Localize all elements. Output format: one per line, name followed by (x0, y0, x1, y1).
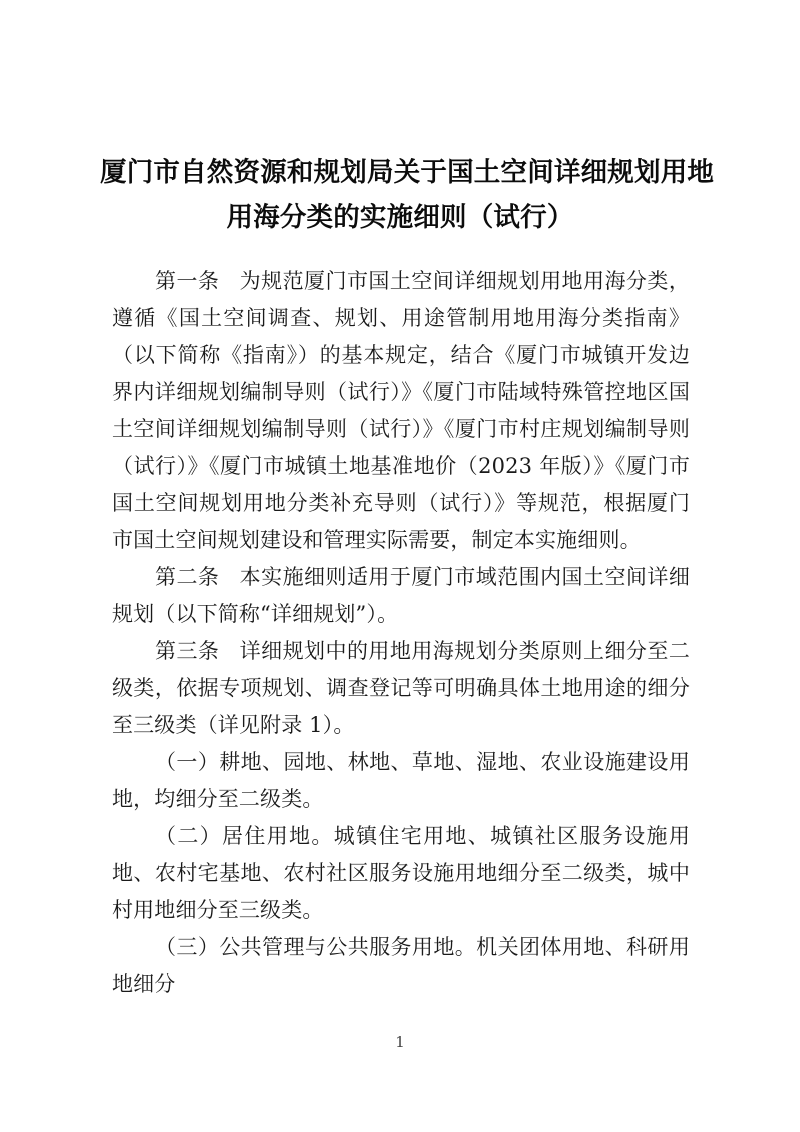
paragraph-item-2: （二）居住用地。城镇住宅用地、城镇社区服务设施用地、农村宅基地、农村社区服务设施用地细分至二级类，城中村用地细分至三级类。 (112, 824, 690, 922)
page-title (100, 150, 715, 240)
article-text-2: 本实施细则适用于厦门市域范围内国土空间详细规划（以下简称“详细规划”）。 (112, 565, 690, 626)
document-body (112, 263, 690, 1003)
article-text-3: 详细规划中的用地用海规划分类原则上细分至二级类，依据专项规划、调查登记等可明确具体土地用途的细分至三级类（详见附录 1）。 (112, 639, 690, 737)
paragraph-item-1: （一）耕地、园地、林地、草地、湿地、农业设施建设用地，均细分至二级类。 (112, 750, 690, 811)
title-line-2: 用海分类的实施细则（试行） (226, 201, 574, 233)
article-text-1: 为规范厦门市国土空间详细规划用地用海分类，遵循《国土空间调查、规划、用途管制用地用海分类指南》（以下简称《指南》）的基本规定，结合《厦门市城镇开发边界内详细规划编制导则（试行）》《厦门市陆域特殊管控地区国土空间详细规划编制导则（试行）》《厦门市村庄规划编制导则（试行）》《厦门市城镇土地基准地价（2023 年版）》《厦门市国土空间规划用地分类补充导则（试行）》等规范，根据厦门市国土空间规划建设和管理实际需要，制定本实施细则。 (112, 269, 690, 552)
article-marker-2: 第二条 (155, 565, 220, 589)
title-line-1: 厦门市自然资源和规划局关于国土空间详细规划用地 (100, 156, 715, 188)
article-marker-1: 第一条 (155, 269, 220, 293)
page-number: 1 (395, 1033, 405, 1051)
paragraph-article-2 (112, 559, 690, 633)
article-marker-3: 第三条 (155, 639, 220, 663)
paragraph-article-1 (112, 263, 690, 559)
paragraph-item-3: （三）公共管理与公共服务用地。机关团体用地、科研用地细分 (112, 935, 690, 996)
paragraph-article-3 (112, 633, 690, 744)
